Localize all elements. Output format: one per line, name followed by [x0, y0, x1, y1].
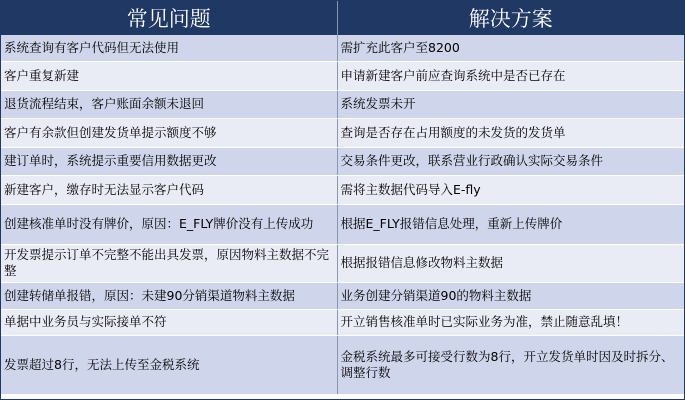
solution-cell: 申请新建客户前应查询系统中是否已存在 [337, 61, 684, 90]
table-row [1, 282, 684, 309]
problem-cell: 客户有余款但创建发货单提示额度不够 [1, 118, 337, 147]
solution-cell: 业务创建分销渠道90的物料主数据 [337, 282, 684, 309]
problem-cell: 创建核准单时没有牌价，原因：E_FLY牌价没有上传成功 [1, 204, 337, 244]
problem-cell: 系统查询有客户代码但无法使用 [1, 35, 337, 61]
problem-cell: 建订单时，系统提示重要信用数据更改 [1, 147, 337, 175]
problem-cell: 客户重复新建 [1, 61, 337, 90]
solution-cell: 金税系统最多可接受行数为8行，开立发货单时因及时拆分、调整行数 [337, 335, 684, 394]
table-row [1, 118, 684, 147]
solution-cell: 需将主数据代码导入E-fly [337, 175, 684, 204]
solution-cell: 开立销售核准单时已实际业务为准，禁止随意乱填！ [337, 309, 684, 335]
table-row [1, 35, 684, 61]
solution-cell: 需扩充此客户至8200 [337, 35, 684, 61]
table-row [1, 90, 684, 118]
table-row [1, 309, 684, 335]
header-solutions: 解决方案 [337, 1, 684, 35]
table-row [1, 204, 684, 244]
problem-cell: 退货流程结束，客户账面余额未退回 [1, 90, 337, 118]
problem-cell: 单据中业务员与实际接单不符 [1, 309, 337, 335]
problem-cell: 开发票提示订单不完整不能出具发票，原因物料主数据不完整 [1, 244, 337, 282]
faq-table [1, 1, 684, 395]
table-row [1, 335, 684, 394]
problem-cell: 发票超过8行，无法上传至金税系统 [1, 335, 337, 394]
table-row [1, 244, 684, 282]
header-problems: 常见问题 [1, 1, 337, 35]
table-header-row [1, 1, 684, 35]
solution-cell: 系统发票未开 [337, 90, 684, 118]
solution-cell: 根据E_FLY报错信息处理，重新上传牌价 [337, 204, 684, 244]
problem-cell: 创建转储单报错，原因：未建90分销渠道物料主数据 [1, 282, 337, 309]
table-row [1, 61, 684, 90]
table-row [1, 175, 684, 204]
table-row [1, 147, 684, 175]
solution-cell: 根据报错信息修改物料主数据 [337, 244, 684, 282]
solution-cell: 交易条件更改，联系营业行政确认实际交易条件 [337, 147, 684, 175]
solution-cell: 查询是否存在占用额度的未发货的发货单 [337, 118, 684, 147]
problem-cell: 新建客户，缴存时无法显示客户代码 [1, 175, 337, 204]
